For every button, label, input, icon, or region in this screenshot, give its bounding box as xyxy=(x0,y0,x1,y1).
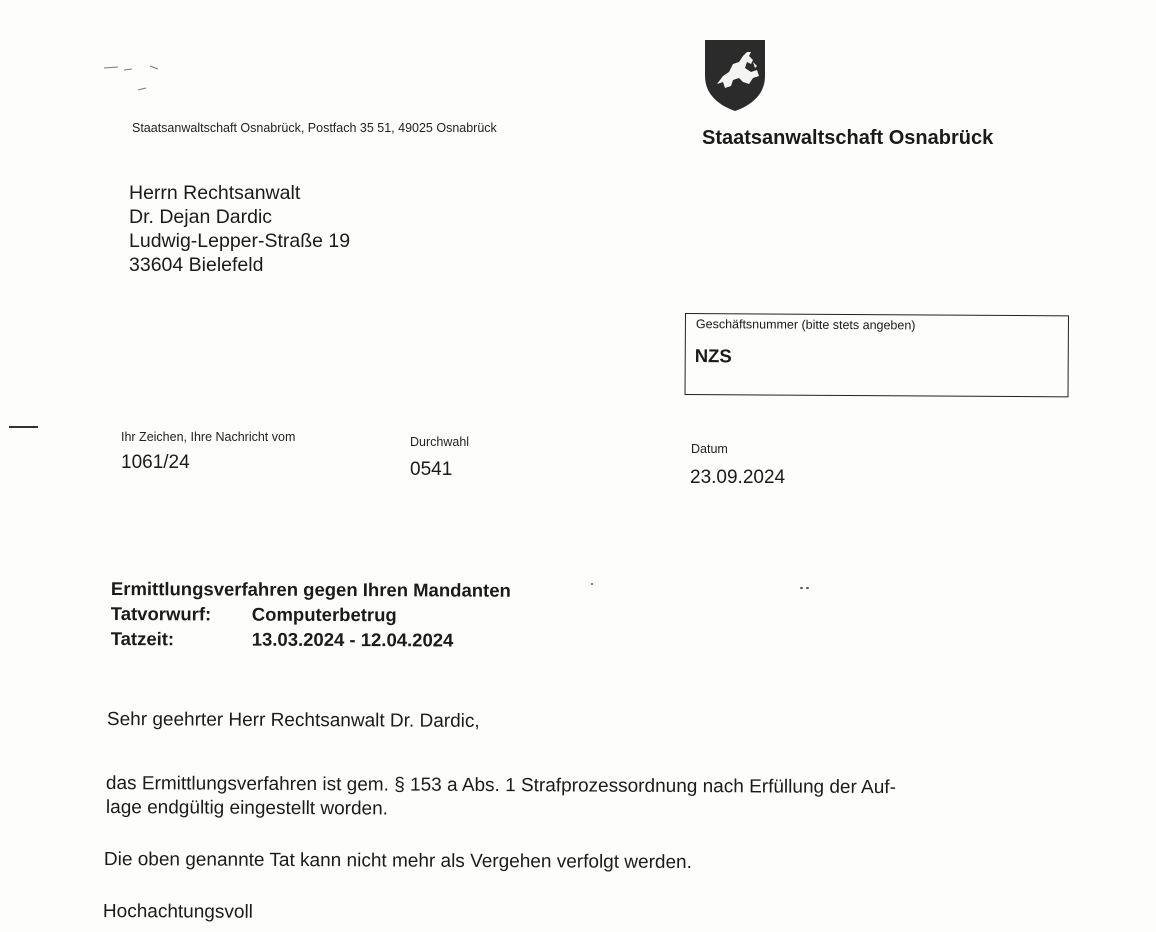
authority-name: Staatsanwaltschaft Osnabrück xyxy=(702,127,994,149)
scan-speck xyxy=(800,587,803,589)
recipient-city: 33604 Bielefeld xyxy=(129,254,264,276)
subject-title-text: Ermittlungsverfahren gegen Ihren Mandanten xyxy=(110,578,511,601)
date-label: Datum xyxy=(691,442,728,456)
scan-speck xyxy=(806,587,809,589)
case-number-value: NZS xyxy=(694,345,732,367)
extension-label: Durchwahl xyxy=(410,435,470,449)
your-reference-value: 1061/24 xyxy=(121,452,190,473)
recipient-address xyxy=(129,181,350,277)
recipient-street: Ludwig-Lepper-Straße 19 xyxy=(129,230,351,252)
fold-mark xyxy=(9,426,38,428)
scan-smudge xyxy=(100,60,190,100)
period-row xyxy=(111,626,511,653)
charge-value: Computerbetrug xyxy=(251,603,397,626)
period-value: 13.03.2024 - 12.04.2024 xyxy=(251,628,454,651)
extension-value: 0541 xyxy=(410,459,453,480)
case-number-label: Geschäftsnummer (bitte stets angeben) xyxy=(695,317,916,333)
recipient-name: Dr. Dejan Dardic xyxy=(129,206,273,228)
sender-address-line: Staatsanwaltschaft Osnabrück, Postfach 35 51, 49025 Osnabrück xyxy=(132,121,497,135)
recipient-line: Herrn Rechtsanwalt xyxy=(129,182,301,204)
lower-saxony-horse-crest-icon xyxy=(703,38,767,112)
period-label: Tatzeit: xyxy=(110,627,175,650)
subject-block xyxy=(111,576,511,653)
charge-row xyxy=(111,601,511,628)
body-paragraph-1-line-2: lage endgültig eingestellt worden. xyxy=(105,797,389,820)
date-value: 23.09.2024 xyxy=(690,467,786,488)
case-number-box xyxy=(684,313,1068,397)
charge-label: Tatvorwurf: xyxy=(110,602,212,625)
subject-title xyxy=(111,576,511,603)
body-paragraph-2: Die oben genannte Tat kann nicht mehr als Vergehen verfolgt werden. xyxy=(103,849,692,874)
scan-speck xyxy=(591,583,593,585)
your-reference-label: Ihr Zeichen, Ihre Nachricht vom xyxy=(121,430,296,444)
closing: Hochachtungsvoll xyxy=(102,901,253,923)
body-paragraph-1-line-1: das Ermittlungsverfahren ist gem. § 153 a Abs. 1 Strafprozessordnung nach Erfüllung der Auf- xyxy=(105,773,896,799)
salutation: Sehr geehrter Herr Rechtsanwalt Dr. Dardic, xyxy=(106,709,480,732)
